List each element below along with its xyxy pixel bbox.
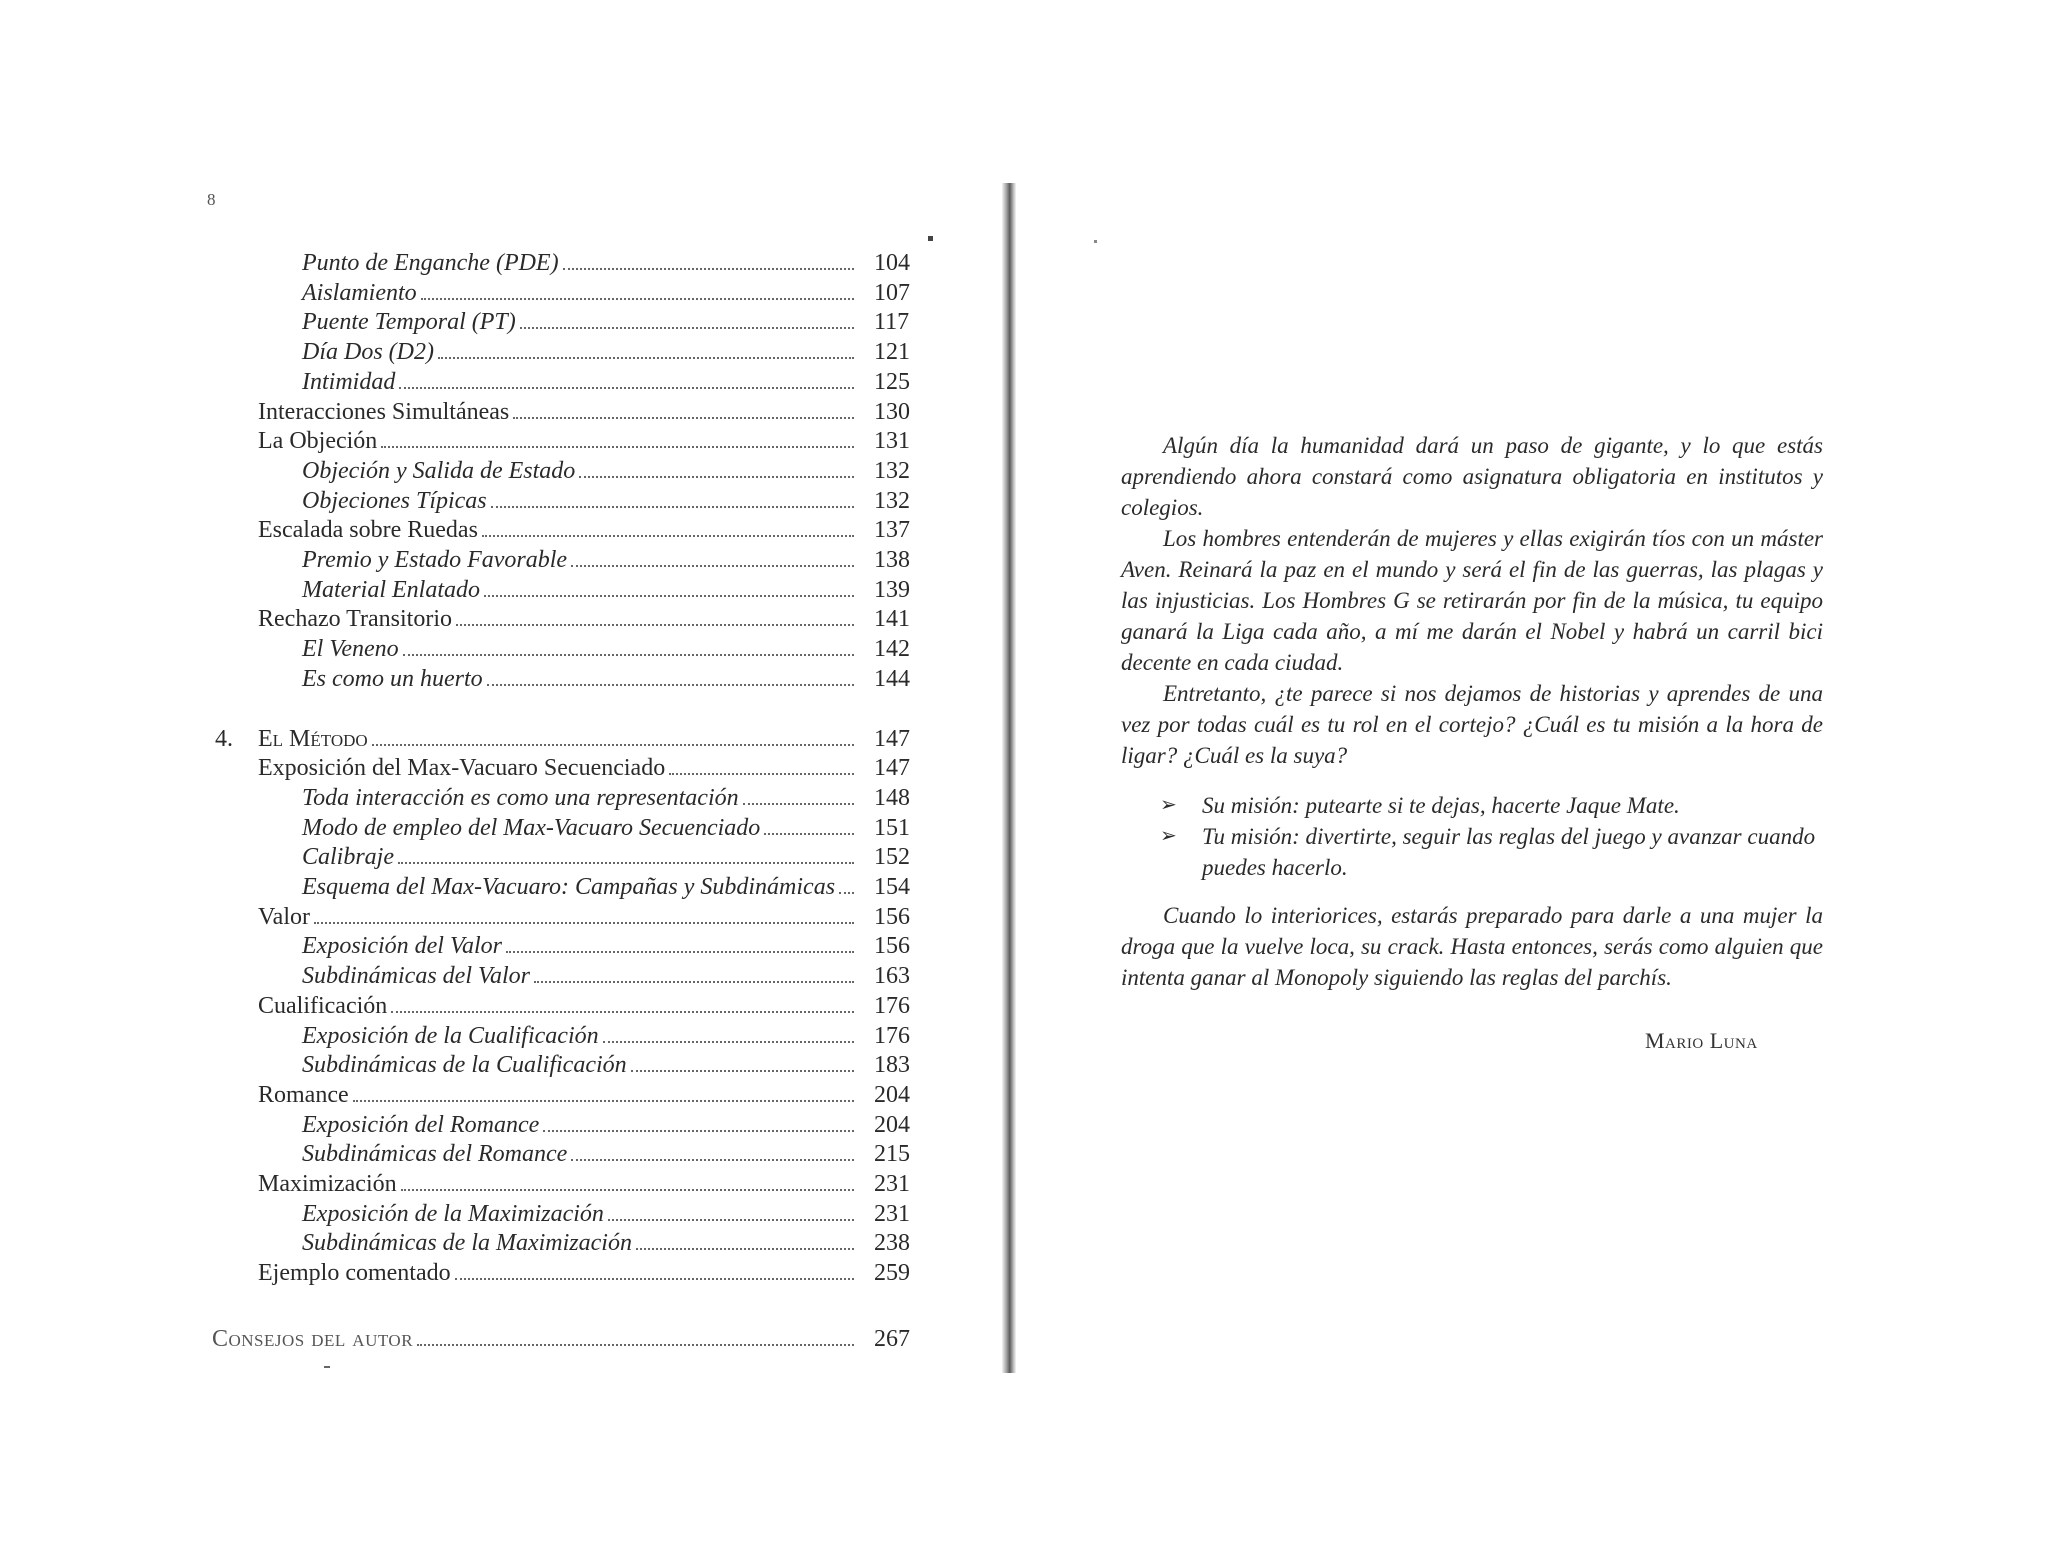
toc-leader-dots — [353, 1100, 854, 1102]
toc-entry-title: Premio y Estado Favorable — [302, 547, 568, 573]
toc-entry — [210, 872, 920, 902]
toc-leader-dots — [487, 684, 854, 686]
toc-leader-dots — [506, 951, 854, 953]
toc-page-number: 156 — [874, 933, 910, 960]
toc-leader-dots — [520, 327, 854, 329]
toc-page-number: 204 — [874, 1081, 910, 1108]
toc-entry-title: Cualificación — [258, 992, 388, 1019]
toc-entry — [210, 753, 920, 783]
scan-speck — [928, 236, 933, 241]
toc-entry-title: El Método — [258, 725, 368, 752]
toc-page-number: 147 — [874, 725, 910, 752]
toc-page-number: 154 — [874, 874, 910, 900]
scan-speck — [1094, 240, 1097, 243]
toc-entry-title: Es como un huerto — [302, 665, 483, 692]
paragraph: Entretanto, ¿te parece si nos dejamos de historias y aprendes de una vez por todas cuál es tu rol en el cortejo? ¿Cuál es tu misión a la hora de ligar? ¿Cuál es la suya? — [1121, 681, 1823, 768]
toc-page-number: 138 — [874, 547, 910, 573]
toc-entry-title: Puente Temporal (PT) — [302, 309, 516, 336]
toc-page-number: 238 — [874, 1230, 910, 1257]
toc-page-number: 176 — [874, 1022, 910, 1049]
closing-paragraph: Cuando lo interiorices, estarás preparado para darle a una mujer la droga que la vuelve loca, su crack. Hasta entonces, serás como alguien que intenta ganar al Monopoly siguiendo las reglas del parchís. — [1121, 903, 1823, 990]
toc-page-number: 147 — [874, 755, 910, 782]
toc-page-number: 152 — [874, 844, 910, 871]
bullet-text: Su misión: putearte si te dejas, hacerte Jaque Mate. — [1202, 793, 1680, 818]
toc-page-number: 144 — [874, 665, 910, 692]
bullet-text: Tu misión: divertirte, seguir las reglas del juego y avanzar cuando puedes hacerlo. — [1202, 824, 1816, 880]
toc-entry-title: Modo de empleo del Max-Vacuaro Secuenciado — [302, 814, 761, 841]
toc-entry-title: Objeción y Salida de Estado — [302, 457, 576, 484]
toc-leader-dots — [636, 1248, 854, 1250]
toc-leader-dots — [534, 981, 854, 983]
toc-leader-dots — [603, 1041, 854, 1043]
author-signature: Mario Luna — [1645, 1028, 1758, 1053]
toc-page-number: 104 — [874, 250, 910, 276]
toc-page-number: 132 — [874, 457, 910, 484]
toc-leader-dots — [417, 1344, 854, 1346]
toc-entry-title: Exposición del Romance — [302, 1111, 540, 1138]
toc-leader-dots — [455, 1278, 854, 1280]
toc-leader-dots — [456, 624, 854, 626]
toc-leader-dots — [391, 1011, 854, 1013]
toc-leader-dots — [399, 387, 854, 389]
paragraph: Algún día la humanidad dará un paso de gigante, y lo que estás aprendiendo ahora constará como asignatura obligatoria en institutos y colegios. — [1121, 433, 1823, 520]
toc-chapter-number: 4. — [215, 725, 233, 752]
toc-entry-title: Material Enlatado — [302, 576, 480, 603]
toc-entry — [210, 1228, 920, 1258]
paragraph: Los hombres entenderán de mujeres y ellas exigirán tíos con un máster Aven. Reinará la paz en el mundo y será el fin de las guerras, las plagas y las injusticias. Los Hombres G se retirarán por fin de la música, tu equipo ganará la Liga cada año, a mí me darán el Nobel y habrá un carril bici decente en cada ciudad. — [1121, 526, 1823, 675]
toc-entry — [210, 307, 920, 337]
toc-entry-title: Maximización — [258, 1171, 397, 1197]
epilogue-text — [1121, 430, 1823, 771]
toc-page-number: 141 — [874, 606, 910, 633]
toc-entry-title: Toda interacción es como una representación — [302, 784, 739, 811]
toc-entry — [210, 1139, 920, 1169]
toc-entry — [210, 278, 920, 308]
toc-leader-dots — [482, 535, 854, 537]
toc-entry — [210, 604, 920, 634]
toc-entry-title: Valor — [258, 903, 310, 930]
toc-entry — [210, 367, 920, 397]
toc-entry-title: Esquema del Max-Vacuaro: Campañas y Subdinámicas — [302, 874, 836, 900]
toc-page-number: 142 — [874, 636, 910, 663]
toc-entry — [210, 1258, 920, 1288]
toc-entry — [210, 1324, 920, 1354]
toc-entry-title: Ejemplo comentado — [258, 1260, 451, 1287]
toc-page-number: 163 — [874, 963, 910, 990]
toc-entry-title: Subdinámicas de la Maximización — [302, 1230, 632, 1257]
toc-leader-dots — [421, 298, 854, 300]
toc-entry — [210, 931, 920, 961]
toc-entry — [210, 1021, 920, 1051]
toc-entry — [210, 486, 920, 516]
toc-entry — [210, 337, 920, 367]
page-number: 8 — [207, 190, 216, 209]
toc-entry-title: Punto de Enganche (PDE) — [302, 250, 559, 276]
toc-leader-dots — [403, 654, 854, 656]
toc-entry — [210, 515, 920, 545]
toc-page-number: 107 — [874, 279, 910, 306]
toc-page-number: 125 — [874, 368, 910, 395]
toc-entry-title: Aislamiento — [302, 279, 417, 306]
toc-entry — [210, 813, 920, 843]
book-spine — [1002, 183, 1016, 1373]
toc-entry-title: El Veneno — [302, 636, 399, 663]
toc-leader-dots — [563, 268, 854, 270]
toc-entry — [210, 426, 920, 456]
toc-entry-title: Exposición del Max-Vacuaro Secuenciado — [258, 755, 666, 782]
toc-leader-dots — [631, 1070, 854, 1072]
toc-leader-dots — [381, 446, 854, 448]
toc-entry-title: Exposición del Valor — [302, 933, 502, 960]
toc-entry — [210, 961, 920, 991]
toc-entry-title: Objeciones Típicas — [302, 487, 487, 514]
toc-leader-dots — [669, 773, 854, 775]
toc-entry-title: Subdinámicas del Romance — [302, 1141, 568, 1168]
toc-entry-title: Exposición de la Cualificación — [302, 1022, 599, 1049]
toc-leader-dots — [398, 862, 854, 864]
toc-entry-title: Exposición de la Maximización — [302, 1200, 604, 1227]
toc-leader-dots — [571, 1159, 854, 1161]
toc-leader-dots — [571, 565, 854, 567]
toc-entry — [210, 991, 920, 1021]
toc-leader-dots — [764, 833, 854, 835]
toc-leader-dots — [372, 744, 854, 746]
bullet-item — [1160, 821, 1823, 883]
toc-leader-dots — [314, 922, 854, 924]
toc-page-number: 204 — [874, 1111, 910, 1138]
toc-entry — [210, 545, 920, 575]
toc-entry — [210, 724, 920, 754]
toc-entry — [210, 248, 920, 278]
toc-leader-dots — [401, 1189, 854, 1191]
toc-page-number: 148 — [874, 784, 910, 811]
toc-leader-dots — [608, 1219, 854, 1221]
toc-entry — [210, 783, 920, 813]
toc-page-number: 139 — [874, 576, 910, 603]
toc-page-number: 132 — [874, 487, 910, 514]
toc-entry — [210, 902, 920, 932]
toc-page-number: 137 — [874, 517, 910, 544]
toc-entry-title: Calibraje — [302, 844, 395, 871]
toc-entry-title: Consejos del autor — [212, 1325, 414, 1352]
toc-entry-title: La Objeción — [258, 428, 378, 455]
toc-page-number: 117 — [874, 309, 910, 336]
arrow-bullet-icon: ➢ — [1160, 825, 1177, 847]
toc-entry-title: Rechazo Transitorio — [258, 606, 452, 633]
bullet-list — [1160, 790, 1823, 883]
toc-entry — [210, 575, 920, 605]
toc-entry — [210, 1199, 920, 1229]
toc-page-number: 231 — [874, 1200, 910, 1227]
toc-entry-title: Subdinámicas de la Cualificación — [302, 1052, 627, 1079]
toc-entry — [210, 1050, 920, 1080]
toc-entry-title: Subdinámicas del Valor — [302, 963, 530, 990]
toc-entry — [210, 397, 920, 427]
toc-page-number: 151 — [874, 814, 910, 841]
toc-leader-dots — [743, 803, 854, 805]
arrow-bullet-icon: ➢ — [1160, 794, 1177, 816]
toc-leader-dots — [543, 1130, 854, 1132]
toc-page-number: 231 — [874, 1171, 910, 1197]
toc-leader-dots — [484, 595, 854, 597]
toc-entry — [210, 1169, 920, 1199]
toc-leader-dots — [839, 892, 854, 894]
toc-page-number: 215 — [874, 1141, 910, 1168]
toc-page-number: 130 — [874, 398, 910, 425]
toc-page-number: 267 — [874, 1325, 910, 1352]
scan-speck — [324, 1366, 330, 1368]
toc-page-number: 176 — [874, 992, 910, 1019]
toc-entry — [210, 456, 920, 486]
toc-page-number: 259 — [874, 1260, 910, 1287]
toc-entry — [210, 634, 920, 664]
toc-page-number: 131 — [874, 428, 910, 455]
toc-entry — [210, 1110, 920, 1140]
toc-entry-title: Escalada sobre Ruedas — [258, 517, 478, 544]
toc-entry — [210, 1080, 920, 1110]
toc-leader-dots — [491, 506, 854, 508]
toc-leader-dots — [438, 357, 854, 359]
toc-entry-title: Intimidad — [302, 368, 396, 395]
toc-page-number: 121 — [874, 339, 910, 366]
toc-leader-dots — [513, 417, 854, 419]
toc-entry-title: Romance — [258, 1081, 349, 1108]
toc-page-number: 156 — [874, 903, 910, 930]
toc-entry-title: Interacciones Simultáneas — [258, 398, 510, 425]
toc-entry — [210, 664, 920, 694]
toc-leader-dots — [579, 476, 854, 478]
bullet-item — [1160, 790, 1823, 821]
toc-page-number: 183 — [874, 1052, 910, 1079]
toc-entry-title: Día Dos (D2) — [302, 339, 434, 366]
toc-entry — [210, 842, 920, 872]
